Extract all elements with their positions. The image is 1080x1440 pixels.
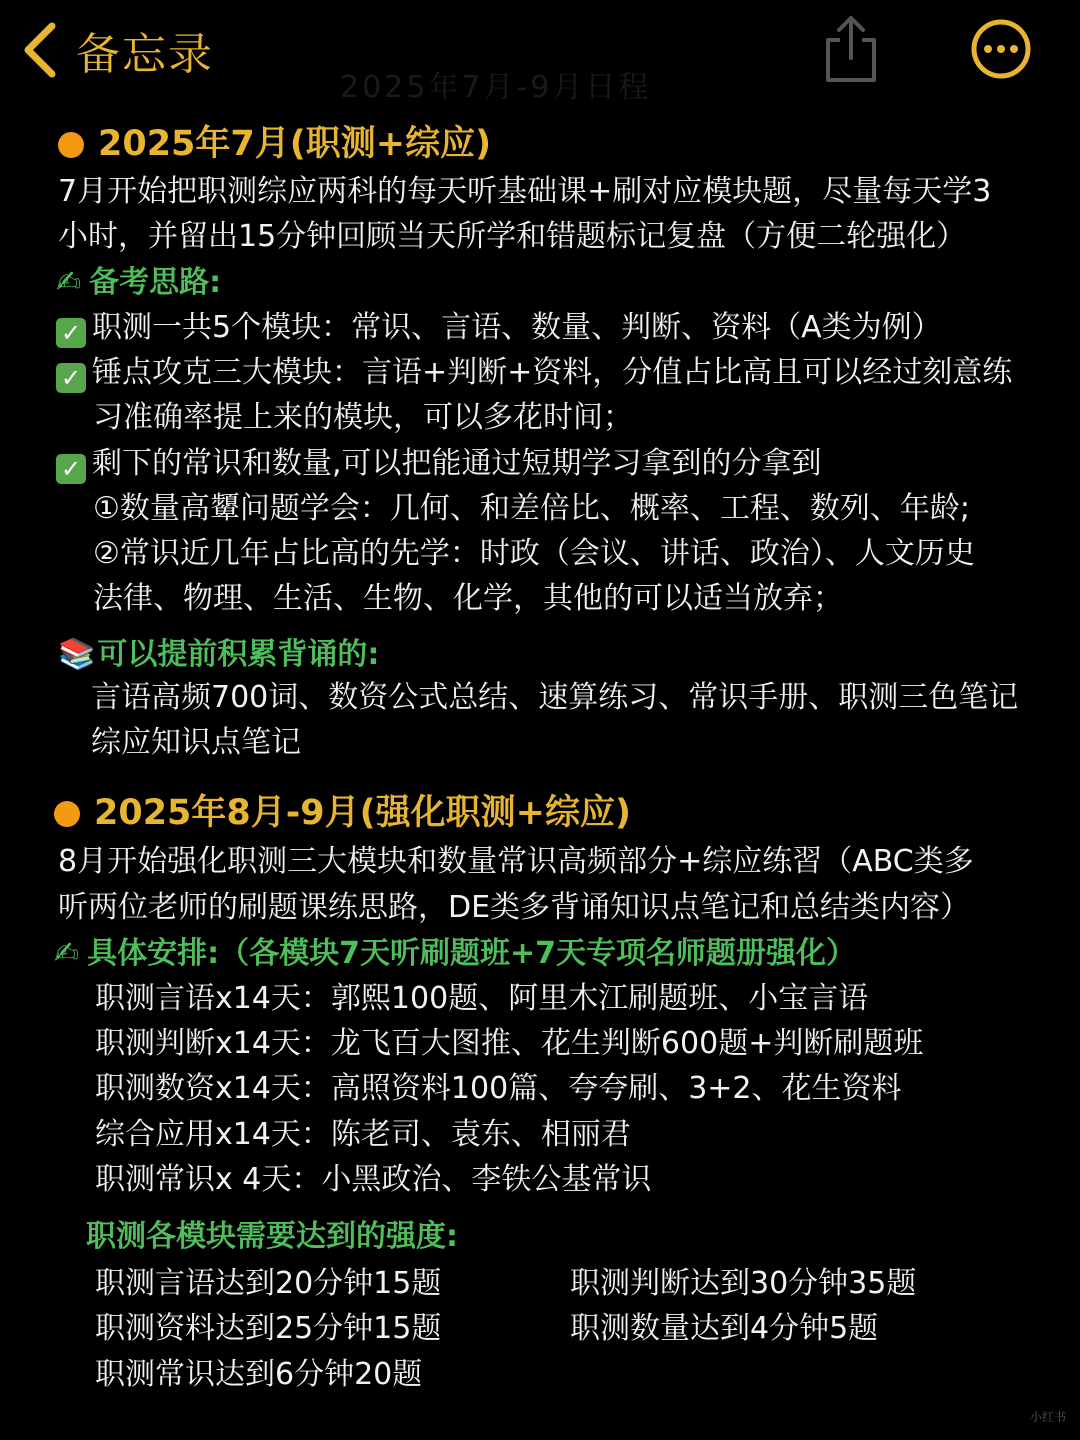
- check-box-icon: ✓: [56, 454, 86, 484]
- orange-dot-icon: [58, 132, 84, 158]
- intensity-item: 职测数量达到4分钟5题: [570, 1311, 879, 1346]
- approach-title: ✍ 备考思路:: [56, 263, 221, 303]
- approach-item-continuation: 习准确率提上来的模块，可以多花时间；: [93, 400, 633, 435]
- orange-dot-icon: [54, 801, 80, 827]
- books-icon: 📚: [58, 637, 96, 672]
- recite-line: 言语高频700词、数资公式总结、速算练习、常识手册、职测三色笔记: [91, 680, 1019, 715]
- intensity-item: 职测判断达到30分钟35题: [570, 1266, 917, 1301]
- back-button[interactable]: [18, 18, 214, 82]
- plan-item: 职测常识x 4天：小黑政治、李铁公基常识: [95, 1162, 652, 1197]
- plan-item: 职测判断x14天：龙飞百大图推、花生判断600题+判断刷题班: [95, 1026, 924, 1061]
- share-button[interactable]: [818, 12, 884, 86]
- section2-heading: 2025年8月-9月(强化职测+综应): [54, 790, 631, 836]
- section2-intro-line: 听两位老师的刷题课练思路，DE类多背诵知识点笔记和总结类内容）: [58, 890, 971, 925]
- recite-line: 综应知识点笔记: [91, 725, 301, 760]
- watermark: 小红书: [1030, 1410, 1067, 1424]
- check-box-icon: ✓: [56, 318, 86, 348]
- back-label: 备忘录: [76, 29, 214, 80]
- faint-title: 2025年7月-9月日程: [340, 70, 652, 105]
- intensity-item: 职测言语达到20分钟15题: [95, 1266, 442, 1301]
- section2-intro-line: 8月开始强化职测三大模块和数量常识高频部分+综应练習（ABC类多: [58, 844, 974, 879]
- approach-item: ✓ 职测一共5个模块：常识、言语、数量、判断、资料（A类为例）: [56, 308, 942, 348]
- chevron-left-icon: [18, 20, 58, 80]
- writing-hand-icon: ✍: [54, 936, 80, 971]
- check-box-icon: ✓: [56, 363, 86, 393]
- approach-sub-item: ②常识近几年占比高的先学：时政（会议、讲话、政治）、人文历史: [93, 536, 975, 571]
- intensity-item: 职测常识达到6分钟20题: [95, 1357, 423, 1392]
- section1-intro-line: 7月开始把职测综应两科的每天听基础课+刷对应模块题，尽量每天学3: [58, 174, 992, 209]
- plan-item: 职测言语x14天：郭熙100题、阿里木江刷题班、小宝言语: [95, 981, 869, 1016]
- more-icon: [970, 18, 1032, 80]
- approach-sub-item: 法律、物理、生活、生物、化学，其他的可以适当放弃；: [93, 581, 843, 616]
- plan-item: 综合应用x14天：陈老司、袁东、相丽君: [95, 1117, 631, 1152]
- plan-title: ✍ 具体安排:（各模块7天听刷题班+7天专项名师题册强化）: [54, 934, 856, 974]
- nav-bar: [0, 0, 1080, 110]
- recite-title: 📚可以提前积累背诵的:: [58, 635, 379, 675]
- intensity-title: 职测各模块需要达到的强度:: [86, 1219, 458, 1254]
- intensity-item: 职测资料达到25分钟15题: [95, 1311, 442, 1346]
- approach-item: ✓ 剩下的常识和数量,可以把能通过短期学习拿到的分拿到: [56, 444, 822, 484]
- section1-intro-line: 小时，并留出15分钟回顾当天所学和错题标记复盘（方便二轮强化）: [58, 219, 967, 254]
- approach-sub-item: ①数量高顰问题学会：几何、和差倍比、概率、工程、数列、年龄;: [93, 491, 971, 526]
- section1-heading: 2025年7月(职测+综应): [58, 121, 491, 167]
- more-button[interactable]: [970, 18, 1032, 80]
- approach-item: ✓ 锤点攻克三大模块：言语+判断+资料，分值占比高且可以经过刻意练: [56, 353, 1012, 393]
- share-icon: [818, 12, 884, 86]
- plan-item: 职测数资x14天：高照资料100篇、夸夸刷、3+2、花生资料: [95, 1071, 902, 1106]
- writing-hand-icon: ✍: [56, 265, 82, 300]
